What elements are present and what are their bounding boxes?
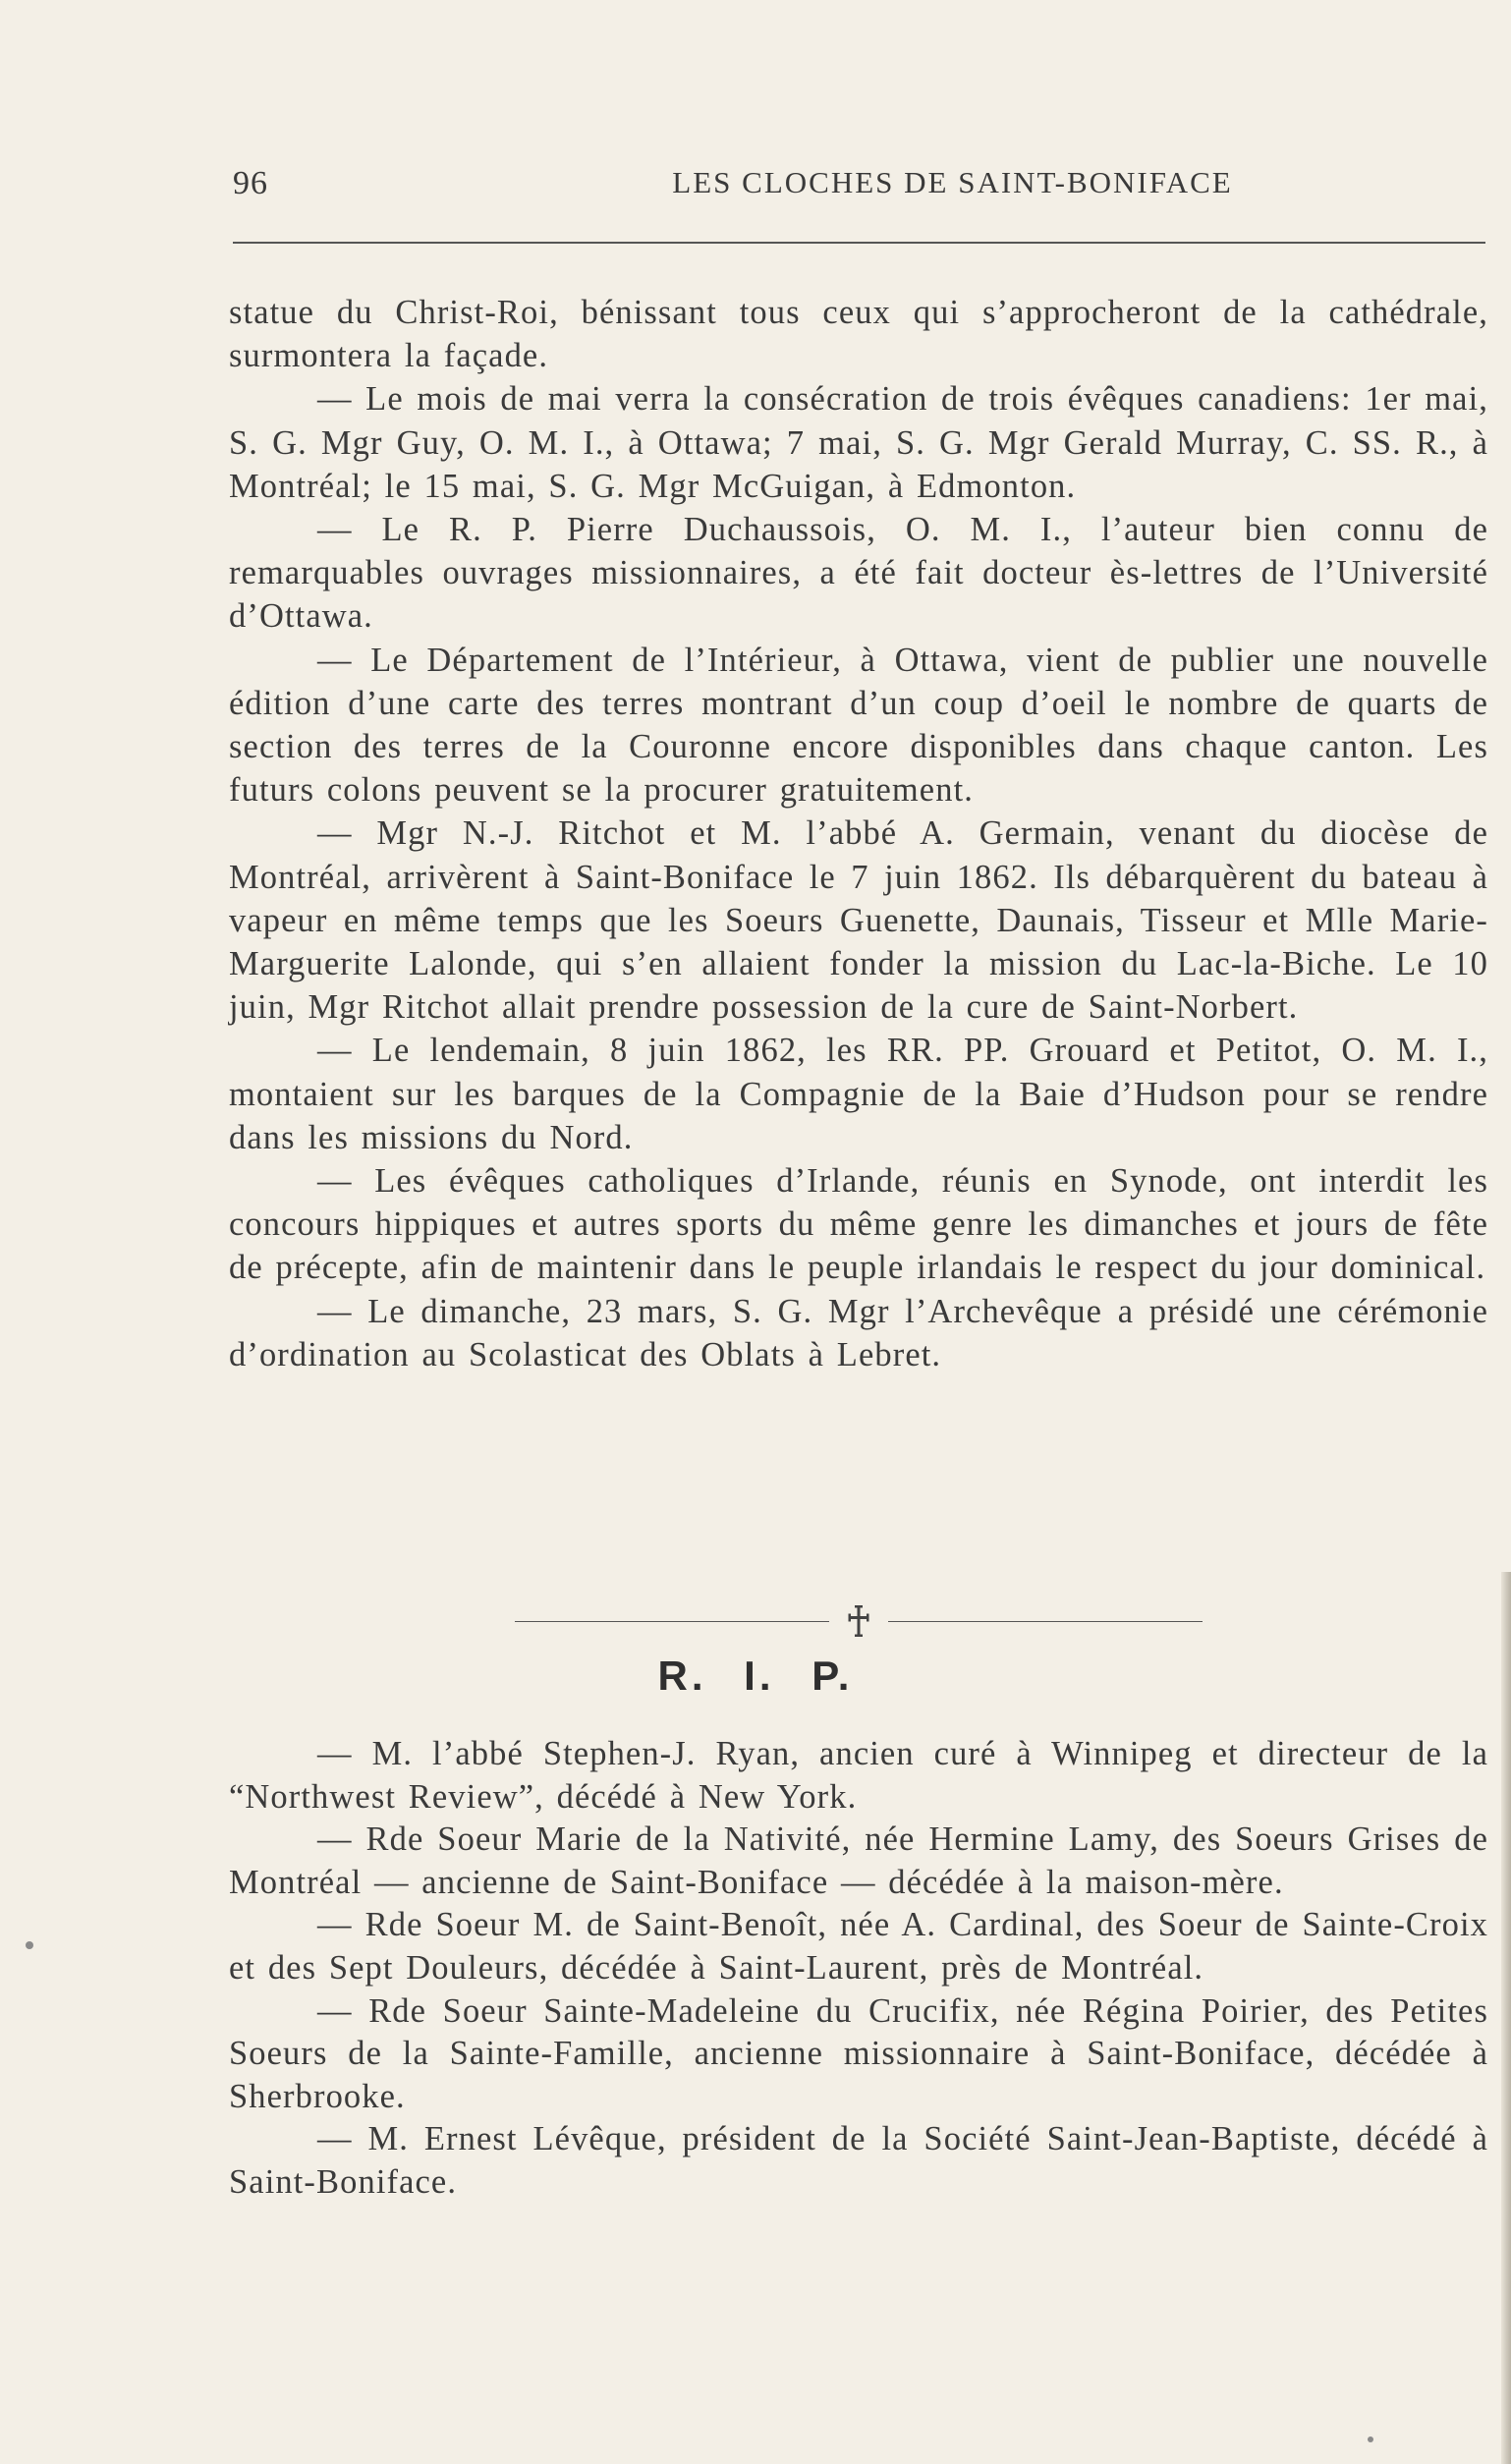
- news-paragraph: statue du Christ-Roi, bénissant tous ceux qui s’approcheront de la cathédrale, surmontera la façade.: [229, 294, 1488, 375]
- news-paragraph: — Mgr N.-J. Ritchot et M. l’abbé A. Germain, venant du diocèse de Montréal, arrivèrent à Saint-Boniface le 7 juin 1862. Ils débarquèrent du bateau à vapeur en même temps que les Soeurs Guenette, Daunais, Tisseur et Mlle Marie-Marguerite Lalonde, qui s’en allaient fonder la mission du Lac-la-Biche. Le 10 juin, Mgr Ritchot allait prendre possession de la cure de Saint-Norbert.: [229, 814, 1488, 1027]
- header-rule: [233, 242, 1485, 244]
- news-items: [229, 291, 1488, 1376]
- page-number: 96: [233, 165, 268, 201]
- rip-items: [229, 1733, 1488, 2205]
- separator-line-right: [888, 1621, 1203, 1622]
- news-paragraph: — Le R. P. Pierre Duchaussois, O. M. I., l’auteur bien connu de remarquables ouvrages missionnaires, a été fait docteur ès-lettres de l’Université d’Ottawa.: [229, 511, 1488, 636]
- page-edge-shadow: [1501, 1572, 1511, 2464]
- running-title: LES CLOCHES DE SAINT-BONIFACE: [672, 165, 1233, 199]
- rip-heading: R. I. P.: [657, 1652, 854, 1699]
- obituary-paragraph: — M. Ernest Lévêque, président de la Société Saint-Jean-Baptiste, décédé à Saint-Boniface.: [229, 2120, 1488, 2201]
- section-separator: [515, 1605, 1203, 1635]
- page-header: [233, 165, 1485, 208]
- news-paragraph: — Les évêques catholiques d’Irlande, réunis en Synode, ont interdit les concours hippiques et autres sports du même genre les dimanches et jours de fête de précepte, afin de maintenir dans le peuple irlandais le respect du jour dominical.: [229, 1162, 1488, 1287]
- paper-speck: [26, 1941, 33, 1949]
- obituary-paragraph: — Rde Soeur Marie de la Nativité, née Hermine Lamy, des Soeurs Grises de Montréal — ancienne de Saint-Boniface — décédée à la maison-mère.: [229, 1820, 1488, 1901]
- paper-speck: [1368, 2436, 1373, 2442]
- separator-line-left: [515, 1621, 829, 1622]
- obituary-paragraph: — M. l’abbé Stephen-J. Ryan, ancien curé à Winnipeg et directeur de la “Northwest Review”, décédé à New York.: [229, 1735, 1488, 1816]
- news-paragraph: — Le lendemain, 8 juin 1862, les RR. PP. Grouard et Petitot, O. M. I., montaient sur les barques de la Compagnie de la Baie d’Hudson pour se rendre dans les missions du Nord.: [229, 1032, 1488, 1156]
- news-paragraph: — Le dimanche, 23 mars, S. G. Mgr l’Archevêque a présidé une cérémonie d’ordination au Scolasticat des Oblats à Lebret.: [229, 1292, 1488, 1373]
- obituary-paragraph: — Rde Soeur M. de Saint-Benoît, née A. Cardinal, des Soeur de Sainte-Croix et des Sept Douleurs, décédée à Saint-Laurent, près de Montréal.: [229, 1906, 1488, 1987]
- obituary-paragraph: — Rde Soeur Sainte-Madeleine du Crucifix, née Régina Poirier, des Petites Soeurs de la Sainte-Famille, ancienne missionnaire à Saint-Boniface, décédée à Sherbrooke.: [229, 1991, 1488, 2115]
- news-paragraph: — Le mois de mai verra la consécration de trois évêques canadiens: 1er mai, S. G. Mgr Guy, O. M. I., à Ottawa; 7 mai, S. G. Mgr Gerald Murray, C. SS. R., à Montréal; le 15 mai, S. G. Mgr McGuigan, à Edmonton.: [229, 380, 1488, 505]
- cross-icon: [847, 1605, 870, 1637]
- news-paragraph: — Le Département de l’Intérieur, à Ottawa, vient de publier une nouvelle édition d’une carte des terres montrant d’un coup d’oeil le nombre de quarts de section des terres de la Couronne encore disponibles dans chaque canton. Les futurs colons peuvent se la procurer gratuitement.: [229, 641, 1488, 810]
